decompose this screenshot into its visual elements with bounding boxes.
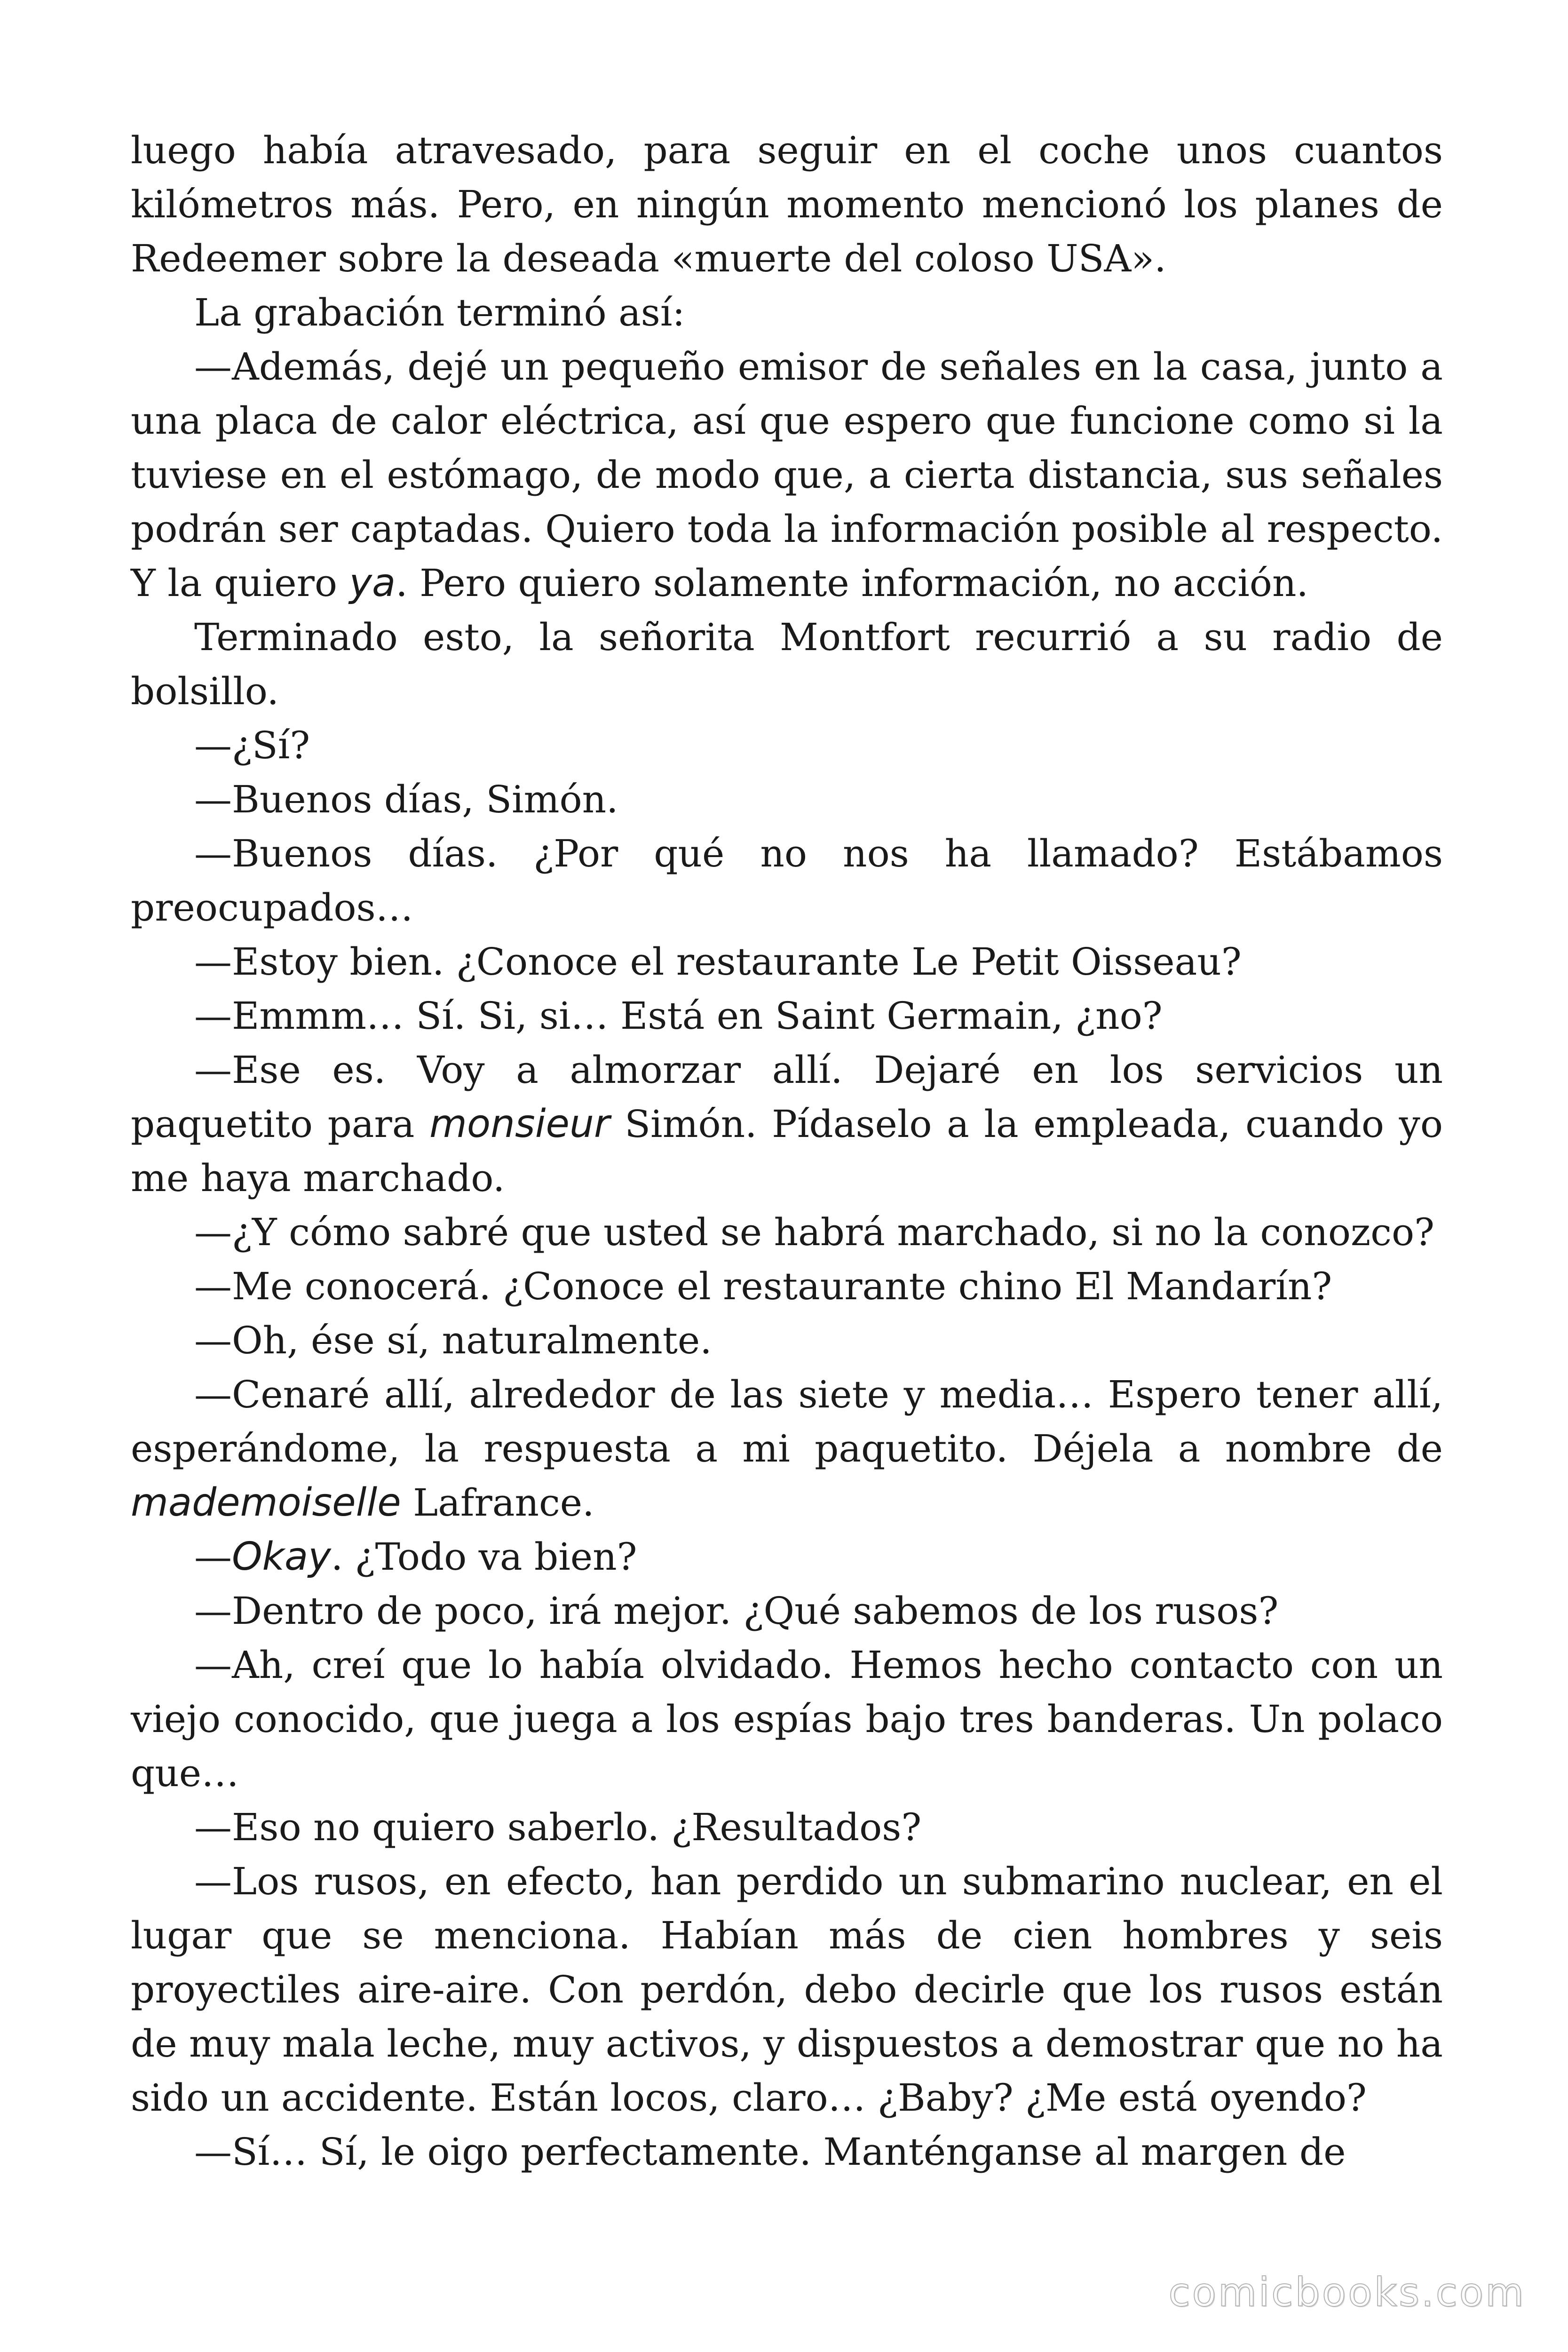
paragraph — [131, 1367, 1443, 1530]
paragraph — [131, 286, 1443, 340]
paragraph — [131, 1043, 1443, 1205]
italic-text: monsieur — [429, 1102, 610, 1146]
paragraph — [131, 826, 1443, 935]
paragraph — [131, 610, 1443, 718]
paragraph — [131, 1205, 1443, 1259]
text-segment: —¿Sí? — [194, 723, 310, 767]
paragraph — [131, 340, 1443, 610]
text-segment: luego había atravesado, para seguir en el coche unos cuantos kilómetros más. Pero, en ningún momento mencionó los planes de Redeemer sobre la deseada «muerte del coloso USA». — [131, 128, 1443, 280]
text-segment: La grabación terminó así: — [194, 291, 685, 334]
paragraph — [131, 1530, 1443, 1584]
text-segment: —Ah, creí que lo había olvidado. Hemos hecho contacto con un viejo conocido, que juega a los espías bajo tres banderas. Un polaco que… — [131, 1643, 1443, 1795]
text-segment: —Me conocerá. ¿Conoce el restaurante chino El Mandarín? — [194, 1264, 1332, 1308]
text-segment: —Emmm… Sí. Si, si… Está en Saint Germain, ¿no? — [194, 994, 1163, 1038]
text-segment: —Dentro de poco, irá mejor. ¿Qué sabemos de los rusos? — [194, 1589, 1279, 1633]
paragraph — [131, 1584, 1443, 1638]
text-segment: —Estoy bien. ¿Conoce el restaurante Le Petit Oisseau? — [194, 940, 1242, 984]
text-segment: —Oh, ése sí, naturalmente. — [194, 1319, 712, 1362]
text-segment: —Cenaré allí, alrededor de las siete y media… Espero tener allí, esperándome, la respuesta a mi paquetito. Déjela a nombre de — [131, 1373, 1443, 1470]
paragraph — [131, 1259, 1443, 1313]
text-segment: —Sí… Sí, le oigo perfectamente. Manténganse al margen de — [194, 2130, 1346, 2174]
text-segment: —Eso no quiero saberlo. ¿Resultados? — [194, 1805, 922, 1849]
paragraph — [131, 2125, 1443, 2179]
paragraph — [131, 718, 1443, 772]
paragraph — [131, 1854, 1443, 2125]
paragraph — [131, 989, 1443, 1043]
paragraph — [131, 772, 1443, 826]
paragraph — [131, 1638, 1443, 1800]
text-segment: Simón. Pídaselo a la empleada, cuando yo me haya marchado. — [131, 1102, 1443, 1200]
text-segment: —¿Y cómo sabré que usted se habrá marchado, si no la conozco? — [194, 1210, 1434, 1254]
book-page — [131, 123, 1443, 2179]
text-segment: Lafrance. — [401, 1481, 594, 1525]
paragraph — [131, 1313, 1443, 1367]
text-segment: —Los rusos, en efecto, han perdido un submarino nuclear, en el lugar que se menciona. Habían más de cien hombres y seis proyectiles aire-aire. Con perdón, debo decirle que los rusos están de muy mala leche, muy activos, y dispuestos a demostrar que no ha sido un accidente. Están locos, claro… ¿Baby? ¿Me está oyendo? — [131, 1859, 1443, 2120]
text-segment: —Ese es. Voy a almorzar allí. Dejaré en los servicios un paquetito para — [131, 1048, 1443, 1146]
text-segment: —Buenos días. ¿Por qué no nos ha llamado? Estábamos preocupados… — [131, 832, 1443, 930]
paragraph — [131, 1800, 1443, 1854]
page-text-body — [131, 123, 1443, 2179]
text-segment: Terminado esto, la señorita Montfort recurrió a su radio de bolsillo. — [131, 615, 1443, 713]
text-segment: . Pero quiero solamente información, no acción. — [396, 561, 1308, 605]
italic-text: ya — [349, 561, 396, 605]
italic-text: Okay — [232, 1534, 331, 1579]
text-segment: — — [194, 1535, 232, 1579]
italic-text: mademoiselle — [131, 1480, 401, 1525]
text-segment: . ¿Todo va bien? — [331, 1535, 637, 1579]
site-watermark: comicbooks.com — [1168, 2269, 1526, 2315]
paragraph — [131, 123, 1443, 286]
text-segment: —Además, dejé un pequeño emisor de señales en la casa, junto a una placa de calor eléctrica, así que espero que funcione como si la tuviese en el estómago, de modo que, a cierta distancia, sus señales podrán ser captadas. Quiero toda la información posible al respecto. Y la quiero — [131, 345, 1443, 605]
text-segment: —Buenos días, Simón. — [194, 778, 618, 821]
paragraph — [131, 935, 1443, 989]
